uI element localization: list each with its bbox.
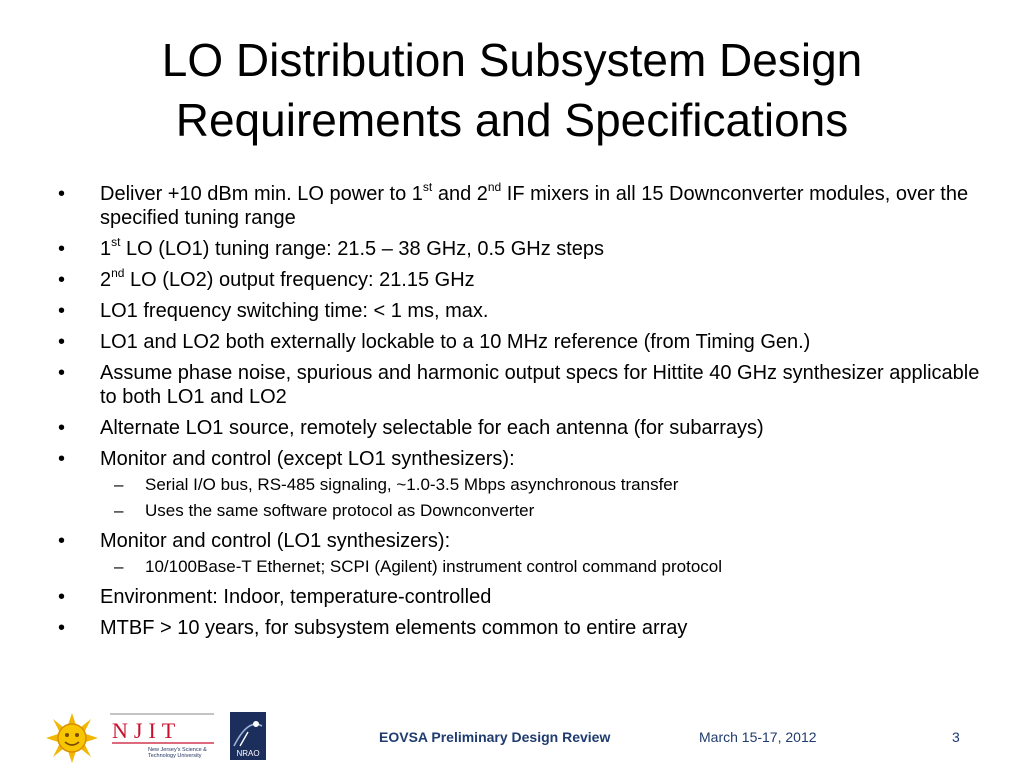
svg-text:Technology University: Technology University xyxy=(148,753,202,759)
footer-review-title: EOVSA Preliminary Design Review xyxy=(379,729,611,745)
slide-title-line-2: Requirements and Specifications xyxy=(175,94,849,146)
bullet-alternate-lo1: • Alternate LO1 source, remotely selectable for each antenna (for subarrays) xyxy=(58,417,764,439)
sub-bullet-marker: – xyxy=(114,475,124,494)
bullet-lo1-tuning-range: • 1st LO (LO1) tuning range: 21.5 – 38 GHz, 0.5 GHz steps xyxy=(58,234,605,260)
bullet-marker: • xyxy=(58,238,66,260)
bullet-environment: • Environment: Indoor, temperature-controlled xyxy=(58,586,492,608)
bullet-mtbf: • MTBF > 10 years, for subsystem elements common to entire array xyxy=(58,617,688,639)
bullet-lo-power: • Deliver +10 dBm min. LO power to 1st and 2nd IF mixers in all 15 Downconverter modules, over the specified tuning range xyxy=(58,179,969,229)
sub-bullet-serial-bus: – Serial I/O bus, RS-485 signaling, ~1.0-3.5 Mbps asynchronous transfer xyxy=(114,475,679,494)
sub-bullet-marker: – xyxy=(114,557,124,576)
sun-logo-icon xyxy=(46,713,98,763)
page-number: 3 xyxy=(952,729,960,745)
bullet-marker: • xyxy=(58,300,66,322)
bullet-marker: • xyxy=(58,183,66,205)
bullet-marker: • xyxy=(58,617,66,639)
njit-logo-icon xyxy=(108,712,216,760)
bullet-marker: • xyxy=(58,362,66,384)
bullet-monitor-control-except: • Monitor and control (except LO1 synthesizers): xyxy=(58,448,515,470)
bullet-switching-time: • LO1 frequency switching time: < 1 ms, max. xyxy=(58,300,489,322)
bullet-marker: • xyxy=(58,530,66,552)
bullet-reference-lock: • LO1 and LO2 both externally lockable to a 10 MHz reference (from Timing Gen.) xyxy=(58,331,811,353)
bullet-phase-noise: • Assume phase noise, spurious and harmonic output specs for Hittite 40 GHz synthesizer applicable to both LO1 and LO2 xyxy=(58,362,980,408)
svg-text:NJIT: NJIT xyxy=(112,718,182,743)
bullet-marker: • xyxy=(58,448,66,470)
slide-title xyxy=(40,30,984,150)
bullet-marker: • xyxy=(58,586,66,608)
bullet-marker: • xyxy=(58,269,66,291)
bullet-marker: • xyxy=(58,417,66,439)
nrao-logo-icon xyxy=(230,712,266,760)
bullet-list xyxy=(58,179,988,647)
bullet-marker: • xyxy=(58,331,66,353)
bullet-monitor-control-lo1: • Monitor and control (LO1 synthesizers): xyxy=(58,530,451,552)
footer-date: March 15-17, 2012 xyxy=(699,729,817,745)
svg-text:NRAO: NRAO xyxy=(236,749,260,758)
svg-text:New Jersey's Science &: New Jersey's Science & xyxy=(148,747,207,753)
sub-bullet-software-protocol: – Uses the same software protocol as Downconverter xyxy=(114,501,535,520)
sub-bullet-marker: – xyxy=(114,501,124,520)
sub-bullet-ethernet: – 10/100Base-T Ethernet; SCPI (Agilent) instrument control command protocol xyxy=(114,557,723,576)
slide-title-line-1: LO Distribution Subsystem Design xyxy=(161,34,863,86)
bullet-lo2-output-frequency: • 2nd LO (LO2) output frequency: 21.15 GHz xyxy=(58,265,475,291)
